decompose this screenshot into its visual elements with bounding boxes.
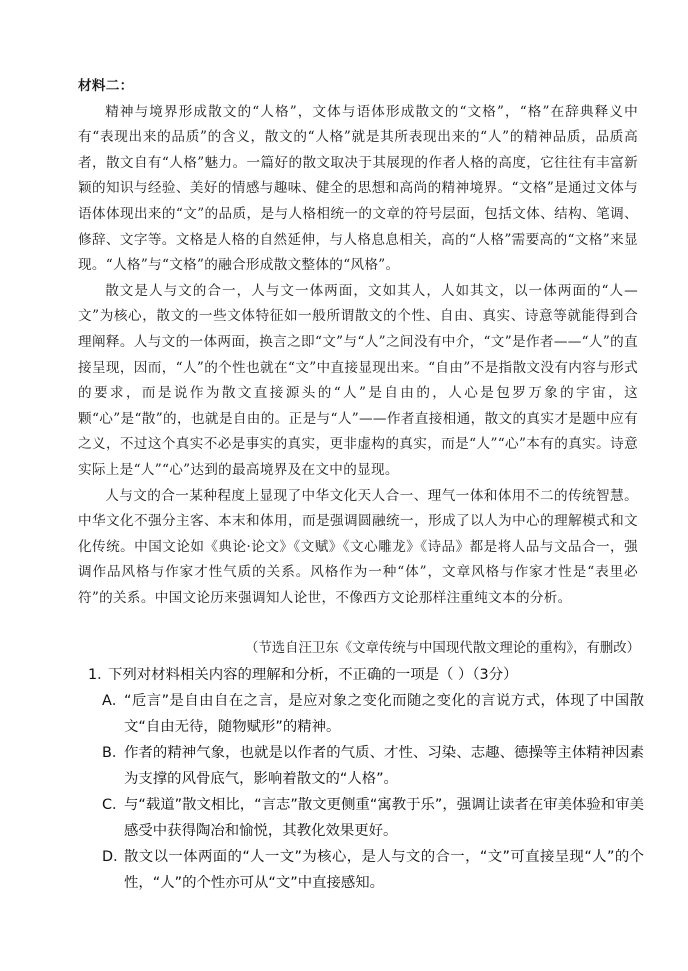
option-a [88,688,644,740]
option-letter: A． [102,693,127,709]
option-letter: C． [102,797,127,813]
paragraph-3: 人与文的合一某种程度上显现了中华文化天人合一、理气一体和体用不二的传统智慧。中华文化不强分主客、本末和体用，而是强调圆融统一，形成了以人为中心的理解模式和文化传统。中国文论如《典论·论文》《文赋》《文心雕龙》《诗品》都是将人品与文品合一，强调作品风格与作家才性气质的关系。风格作为一种“体”，文章风格与作家才性是“表里必符”的关系。中国文论历来强调知人论世，不像西方文论那样注重纯文本的分析。 [78,487,638,606]
option-c [88,792,644,844]
question-stem-line [88,662,644,688]
question-block [88,662,644,896]
option-b [88,740,644,792]
option-text: 作者的精神气象，也就是以作者的气质、才性、习染、志趣、德操等主体精神因素为支撑的风骨底气，影响着散文的“人格”。 [124,745,644,787]
option-text: “卮言”是自由自在之言，是应对象之变化而随之变化的言说方式，体现了中国散文“自由无待，随物赋形”的精神。 [124,693,644,735]
material-text [78,74,638,611]
option-letter: B． [102,745,127,761]
option-d [88,844,644,896]
paragraph-1: 精神与境界形成散文的“人格”，文体与语体形成散文的“文格”，“格”在辞典释义中有“表现出来的品质”的含义，散文的“人格”就是其所表现出来的“人”的精神品质，品质高者，散文自有“人格”魅力。一篇好的散文取决于其展现的作者人格的高度，它往往有丰富新颖的知识与经验、美好的情感与趣味、健全的思想和高尚的精神境界。“文格”是通过文体与语体体现出来的“文”的品质，是与人格相统一的文章的符号层面，包括文体、结构、笔调、修辞、文字等。文格是人格的自然延伸，与人格息息相关，高的“人格”需要高的“文格”来显现。“人格”与“文格”的融合形成散文整体的“风格”。 [78,103,638,274]
option-text: 与“载道”散文相比，“言志”散文更侧重“寓教于乐”，强调让读者在审美体验和审美感受中获得陶冶和愉悦，其教化效果更好。 [124,797,644,839]
material-heading: 材料二： [78,78,134,94]
question-number: 1． [88,667,112,683]
option-letter: D． [102,849,128,865]
paragraph-2: 散文是人与文的合一，人与文一体两面，文如其人，人如其文，以一体两面的“人—文”为核心，散文的一些文体特征如一般所谓散文的个性、自由、真实、诗意等就能得到合理阐释。人与文的一体两面，换言之即“文”与“人”之间没有中介，“文”是作者——“人”的直接呈现，因而，“人”的个性也就在“文”中直接显现出来。“自由”不是指散文没有内容与形式的要求，而是说作为散文直接源头的“人”是自由的，人心是包罗万象的宇宙，这颗“心”是“散”的，也就是自由的。正是与“人”——作者直接相通，散文的真实才是题中应有之义，不过这个真实不必是事实的真实，更非虚构的真实，而是“人”“心”本有的真实。诗意实际上是“人”“心”达到的最高境界及在文中的显现。 [78,282,638,478]
source-citation: （节选自汪卫东《文章传统与中国现代散文理论的重构》，有删改） [244,641,640,656]
question-stem: 下列对材料相关内容的理解和分析，不正确的一项是（ ）（3分） [108,667,518,683]
option-text: 散文以一体两面的“人一文”为核心，是人与文的合一，“文”可直接呈现“人”的个性，“人”的个性亦可从“文”中直接感知。 [124,849,644,891]
